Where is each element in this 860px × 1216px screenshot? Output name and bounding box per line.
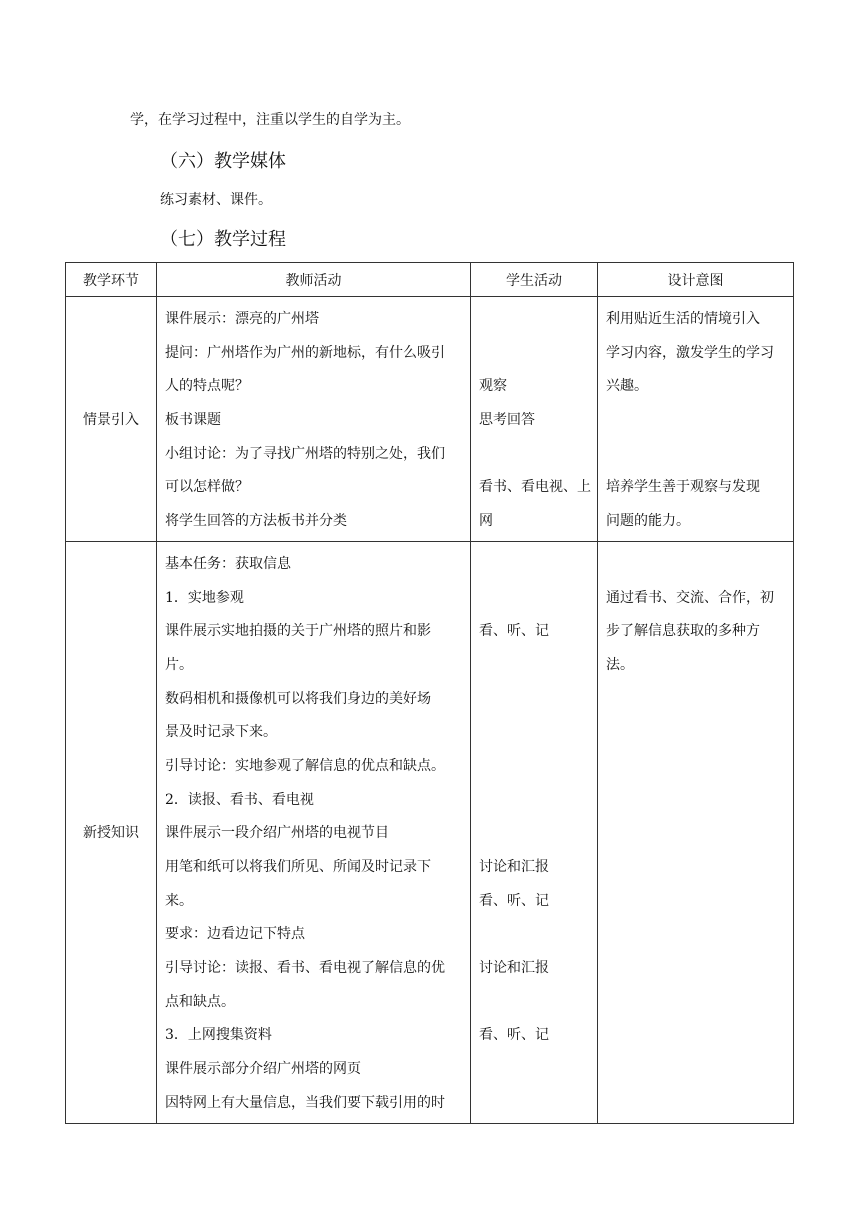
teacher-line: 板书课题	[165, 412, 221, 429]
table-header-row	[66, 263, 794, 297]
teacher-activity-cell	[157, 297, 471, 542]
teacher-line: 课件展示：漂亮的广州塔	[165, 311, 319, 327]
teacher-line: 课件展示部分介绍广州塔的网页	[165, 1061, 361, 1078]
intent-line: 培养学生善于观察与发现	[606, 479, 760, 496]
teacher-line: 课件展示实地拍摄的关于广州塔的照片和影	[165, 623, 431, 640]
teacher-line: 人的特点呢？	[165, 378, 249, 395]
intent-line: 学习内容，激发学生的学习	[606, 344, 774, 361]
student-line: 讨论和汇报	[479, 960, 549, 977]
teacher-line: 将学生回答的方法板书并分类	[165, 513, 347, 530]
header-stage: 教学环节	[66, 263, 157, 297]
student-line	[479, 683, 591, 717]
student-line	[479, 716, 591, 750]
intent-line	[606, 1087, 787, 1121]
intent-line	[606, 851, 787, 885]
teacher-line: 提问：广州塔作为广州的新地标，有什么吸引	[165, 344, 445, 361]
student-line	[479, 582, 591, 616]
header-teacher-activity: 教师活动	[157, 263, 471, 297]
student-activity-cell	[471, 541, 598, 1123]
intent-line	[606, 918, 787, 952]
intent-line	[606, 438, 787, 472]
intent-line	[606, 1019, 787, 1053]
header-design-intent: 设计意图	[598, 263, 794, 297]
teacher-line: 3．上网搜集资料	[165, 1027, 272, 1044]
teacher-line: 数码相机和摄像机可以将我们身边的美好场	[165, 690, 431, 707]
intent-line: 利用贴近生活的情境引入	[606, 311, 760, 327]
student-line	[479, 918, 591, 952]
intent-line: 法。	[606, 656, 634, 673]
student-line	[479, 303, 591, 337]
student-line	[479, 548, 591, 582]
teacher-line: 片。	[165, 656, 193, 673]
teacher-line: 要求：边看边记下特点	[165, 926, 305, 943]
student-line	[479, 1087, 591, 1121]
student-line	[479, 649, 591, 683]
teacher-line: 1．实地参观	[165, 589, 244, 606]
section-heading-media: （六）教学媒体	[160, 151, 286, 172]
intent-line	[606, 750, 787, 784]
teacher-line: 可以怎样做？	[165, 479, 249, 496]
student-line: 看书、看电视、上	[479, 479, 591, 496]
teacher-line: 课件展示一段介绍广州塔的电视节目	[165, 825, 389, 842]
design-intent-cell	[598, 297, 794, 542]
stage-cell: 情景引入	[66, 297, 157, 542]
intent-line	[606, 986, 787, 1020]
header-student-activity: 学生活动	[471, 263, 598, 297]
stage-cell: 新授知识	[66, 541, 157, 1123]
teacher-line: 因特网上有大量信息，当我们要下载引用的时	[165, 1094, 445, 1111]
intent-line	[606, 716, 787, 750]
teacher-activity-cell	[157, 541, 471, 1123]
table-row	[66, 541, 794, 1123]
teacher-line: 小组讨论：为了寻找广州塔的特别之处，我们	[165, 445, 445, 462]
table-row	[66, 297, 794, 542]
student-line	[479, 438, 591, 472]
continuation-paragraph: 学，在学习过程中，注重以学生的自学为主。	[130, 112, 410, 128]
student-line: 看、听、记	[479, 892, 549, 909]
intent-line	[606, 548, 787, 582]
intent-line	[606, 404, 787, 438]
intent-line	[606, 817, 787, 851]
student-line: 网	[479, 513, 493, 530]
student-line: 看、听、记	[479, 1027, 549, 1044]
design-intent-cell	[598, 541, 794, 1123]
student-line	[479, 986, 591, 1020]
intent-line	[606, 683, 787, 717]
teacher-line: 2．读报、看书、看电视	[165, 791, 314, 808]
intent-line: 问题的能力。	[606, 513, 690, 530]
student-line: 思考回答	[479, 412, 535, 429]
teacher-line: 用笔和纸可以将我们所见、所闻及时记录下	[165, 859, 431, 875]
teacher-line: 来。	[165, 892, 193, 909]
teacher-line: 引导讨论：实地参观了解信息的优点和缺点。	[165, 757, 445, 774]
intent-line	[606, 1053, 787, 1087]
student-line	[479, 750, 591, 784]
teacher-line: 点和缺点。	[165, 993, 235, 1010]
student-line	[479, 1053, 591, 1087]
teacher-line: 景及时记录下来。	[165, 724, 277, 741]
teaching-process-table	[65, 262, 794, 1124]
student-line: 观察	[479, 378, 507, 395]
teacher-line: 引导讨论：读报、看书、看电视了解信息的优	[165, 960, 445, 977]
student-line: 讨论和汇报	[479, 859, 549, 875]
media-paragraph: 练习素材、课件。	[160, 192, 272, 208]
intent-line	[606, 784, 787, 818]
student-line: 看、听、记	[479, 623, 549, 640]
intent-line: 兴趣。	[606, 378, 648, 395]
teacher-line: 基本任务：获取信息	[165, 555, 291, 572]
section-heading-process: （七）教学过程	[160, 229, 286, 250]
intent-line	[606, 952, 787, 986]
intent-line	[606, 885, 787, 919]
intent-line: 通过看书、交流、合作，初	[606, 589, 774, 606]
student-activity-cell	[471, 297, 598, 542]
student-line	[479, 337, 591, 371]
intent-line: 步了解信息获取的多种方	[606, 623, 760, 640]
student-line	[479, 817, 591, 851]
student-line	[479, 784, 591, 818]
